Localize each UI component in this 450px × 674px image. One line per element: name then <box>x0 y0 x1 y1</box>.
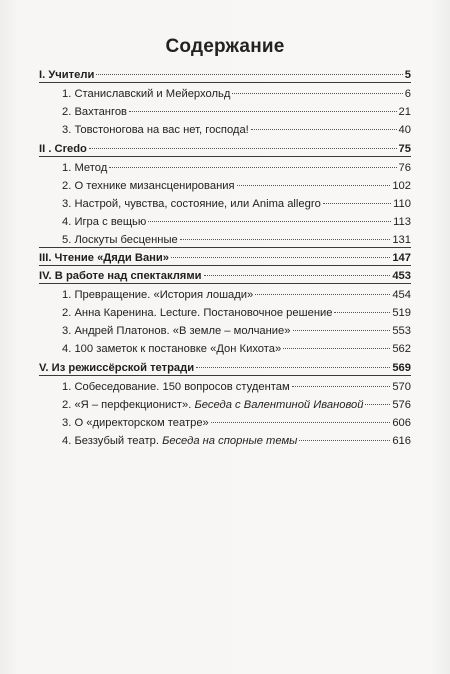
entry-page: 75 <box>398 143 411 155</box>
entry-title: 1. Станиславский и Мейерхольд <box>62 88 231 100</box>
entry-title: 1. Метод <box>62 162 108 174</box>
toc-entry[interactable] <box>62 398 411 413</box>
part-divider <box>39 82 411 83</box>
entry-page: 5 <box>404 69 411 81</box>
dot-leader <box>109 167 396 168</box>
entry-page: 21 <box>398 106 411 118</box>
toc-entry[interactable] <box>62 161 411 176</box>
dot-leader <box>96 74 402 75</box>
entry-title: 2. О технике мизансценирования <box>62 180 235 192</box>
dot-leader <box>299 440 390 441</box>
entry-title: 3. Андрей Платонов. «В земле – молчание» <box>62 325 291 337</box>
dot-leader <box>171 257 390 258</box>
entry-page: 553 <box>392 325 411 337</box>
part-divider <box>39 265 411 266</box>
toc-entry[interactable] <box>39 142 411 157</box>
part-divider <box>39 156 411 157</box>
entry-page: 453 <box>392 270 411 282</box>
entry-title: 2. Анна Каренина. Lecture. Постановочное решение <box>62 307 333 319</box>
entry-page: 519 <box>392 307 411 319</box>
entry-page: 147 <box>392 252 411 264</box>
dot-leader <box>89 148 397 149</box>
entry-page: 102 <box>392 180 411 192</box>
entry-title: 3. Товстоногова на вас нет, господа! <box>62 124 249 136</box>
entry-title-italic: Беседа с Валентиной Ивановой <box>194 399 364 411</box>
dot-leader <box>196 367 390 368</box>
toc-entry[interactable] <box>39 251 411 266</box>
toc-entry[interactable] <box>39 68 411 83</box>
toc-entry[interactable] <box>39 361 411 376</box>
entry-title-italic: Беседа на спорные темы <box>162 435 298 447</box>
toc-entry[interactable] <box>62 215 411 230</box>
entry-page: 6 <box>404 88 411 100</box>
entry-page: 562 <box>392 343 411 355</box>
toc-entry[interactable] <box>62 434 411 449</box>
part-divider <box>39 247 411 248</box>
dot-leader <box>211 422 391 423</box>
toc-entry[interactable] <box>62 87 411 102</box>
entry-page: 606 <box>392 417 411 429</box>
toc-entry[interactable] <box>62 197 411 212</box>
toc-entry[interactable] <box>62 179 411 194</box>
toc-entry[interactable] <box>62 288 411 303</box>
toc-entry[interactable] <box>62 380 411 395</box>
toc-entry[interactable] <box>62 324 411 339</box>
dot-leader <box>232 93 402 94</box>
page-title: Содержание <box>165 36 285 57</box>
entry-page: 616 <box>392 435 411 447</box>
dot-leader <box>148 221 391 222</box>
entry-title: 3. О «директорском театре» <box>62 417 209 429</box>
dot-leader <box>255 294 390 295</box>
dot-leader <box>334 312 390 313</box>
dot-leader <box>251 129 397 130</box>
entry-page: 113 <box>393 216 411 228</box>
dot-leader <box>129 111 397 112</box>
entry-title: 5. Лоскуты бесценные <box>62 234 178 246</box>
entry-title-main: 2. «Я – перфекционист». <box>62 399 195 411</box>
entry-title-main: 4. Беззубый театр. <box>62 435 163 447</box>
entry-title: 4. 100 заметок к постановке «Дон Кихота» <box>62 343 282 355</box>
entry-title <box>62 434 297 448</box>
dot-leader <box>292 386 391 387</box>
entry-page: 40 <box>398 124 411 136</box>
dot-leader <box>293 330 391 331</box>
toc-entry[interactable] <box>62 306 411 321</box>
entry-page: 76 <box>398 162 411 174</box>
toc-entry[interactable] <box>62 342 411 357</box>
dot-leader <box>365 404 390 405</box>
entry-page: 454 <box>392 289 411 301</box>
entry-title: 3. Настрой, чувства, состояние, или Anima allegro <box>62 198 321 210</box>
toc-entry[interactable] <box>62 233 411 248</box>
entry-title: 4. Игра с вещью <box>62 216 147 228</box>
entry-page: 131 <box>392 234 411 246</box>
entry-title: 2. Вахтангов <box>62 106 127 118</box>
entry-page: 576 <box>392 399 411 411</box>
part-divider <box>39 375 411 376</box>
entry-page: 110 <box>393 198 411 210</box>
entry-title: I. Учители <box>39 69 95 81</box>
entry-title: II . Credo <box>39 143 87 155</box>
toc-entry[interactable] <box>62 105 411 120</box>
part-divider <box>39 283 411 284</box>
toc-entry[interactable] <box>39 269 411 284</box>
dot-leader <box>283 348 390 349</box>
entry-title: 1. Превращение. «История лошади» <box>62 289 254 301</box>
entry-page: 569 <box>392 362 411 374</box>
toc-entry[interactable] <box>62 416 411 431</box>
dot-leader <box>204 275 391 276</box>
dot-leader <box>180 239 391 240</box>
entry-title: V. Из режиссёрской тетради <box>39 362 195 374</box>
dot-leader <box>323 203 391 204</box>
entry-title <box>62 398 363 412</box>
entry-title: IV. В работе над спектаклями <box>39 270 202 282</box>
toc-entry[interactable] <box>62 123 411 138</box>
entry-title: 1. Собеседование. 150 вопросов студентам <box>62 381 290 393</box>
entry-title: III. Чтение «Дяди Вани» <box>39 252 170 264</box>
entry-page: 570 <box>392 381 411 393</box>
dot-leader <box>237 185 391 186</box>
